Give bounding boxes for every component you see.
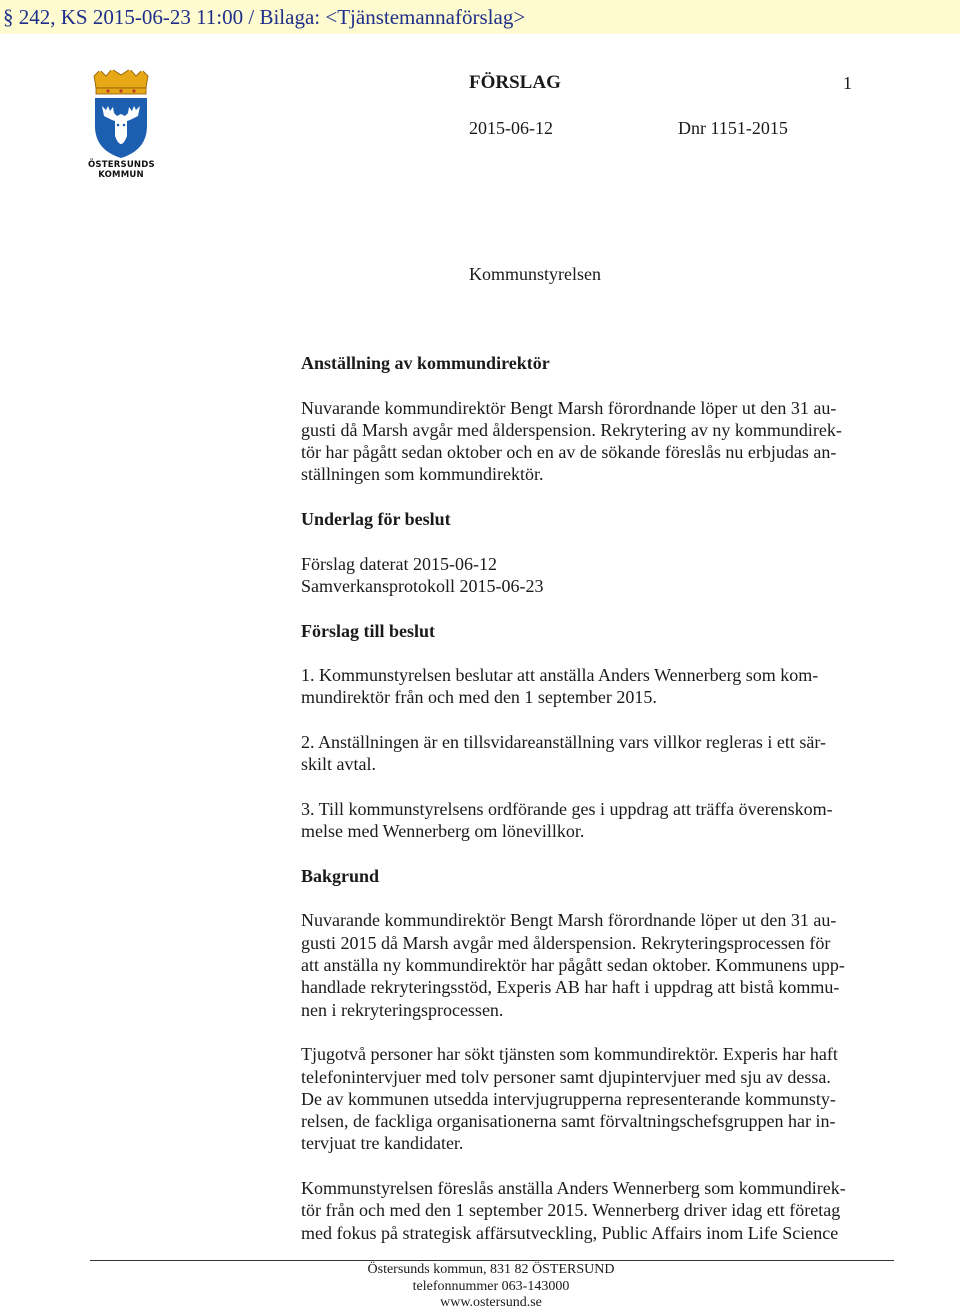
footer-phone: telefonnummer 063-143000 xyxy=(412,1278,570,1294)
background-line: nen i rekryteringsprocessen. xyxy=(301,999,504,1020)
recipient: Kommunstyrelsen xyxy=(469,264,601,284)
registration-number: Dnr 1151-2015 xyxy=(678,118,788,138)
heading-background: Bakgrund xyxy=(301,865,380,886)
coat-of-arms-icon xyxy=(88,66,154,160)
basis-item: Förslag daterat 2015-06-12 xyxy=(301,553,497,574)
municipality-logo xyxy=(88,66,154,182)
proposal-item-1: mundirektör från och med den 1 september 2015. xyxy=(301,687,657,708)
proposal-item-3: melse med Wennerberg om lönevillkor. xyxy=(301,821,585,842)
annotation-banner xyxy=(0,0,960,34)
intro-line: Nuvarande kommundirektör Bengt Marsh förordnande löper ut den 31 au- xyxy=(301,397,837,418)
background-line: tör från och med den 1 september 2015. Wennerberg driver idag ett företag xyxy=(301,1200,841,1221)
proposal-item-1: 1. Kommunstyrelsen beslutar att anställa Anders Wennerberg som kom- xyxy=(301,665,819,686)
proposal-item-2: skilt avtal. xyxy=(301,754,376,775)
document-type: FÖRSLAG xyxy=(469,72,561,93)
background-line: De av kommunen utsedda intervjugrupperna representerande kommunsty- xyxy=(301,1088,836,1109)
page-footer xyxy=(0,1262,960,1312)
intro-line: ställningen som kommundirektör. xyxy=(301,464,544,485)
background-line: gusti 2015 då Marsh avgår med ålderspension. Rekryteringsprocessen för xyxy=(301,932,831,953)
basis-item: Samverkansprotokoll 2015-06-23 xyxy=(301,575,544,596)
document-date: 2015-06-12 xyxy=(469,118,553,138)
intro-line: tör har pågått sedan oktober och en av de sökande föreslås nu erbjudas an- xyxy=(301,442,837,463)
background-line: att anställa ny kommundirektör har pågått sedan oktober. Kommunens upp- xyxy=(301,955,845,976)
background-line: Nuvarande kommundirektör Bengt Marsh förordnande löper ut den 31 au- xyxy=(301,910,837,931)
heading-proposal: Förslag till beslut xyxy=(301,620,435,641)
intro-line: gusti då Marsh avgår med ålderspension. Rekrytering av ny kommundirek- xyxy=(301,419,842,440)
document-body xyxy=(301,352,901,1244)
background-line: handlade rekryteringsstöd, Experis AB har haft i uppdrag att bistå kommu- xyxy=(301,977,840,998)
background-line: med fokus på strategisk affärsutveckling, Public Affairs inom Life Science xyxy=(301,1222,839,1243)
footer-address: Östersunds kommun, 831 82 ÖSTERSUND xyxy=(367,1262,615,1277)
proposal-item-3: 3. Till kommunstyrelsens ordförande ges i uppdrag att träffa överenskom- xyxy=(301,798,833,819)
background-line: telefonintervjuer med tolv personer samt djupintervjuer med sju av dessa. xyxy=(301,1066,831,1087)
heading-appointment: Anställning av kommundirektör xyxy=(301,353,550,373)
heading-basis: Underlag för beslut xyxy=(301,509,451,530)
background-line: relsen, de fackliga organisationerna samt förvaltningschefsgruppen har in- xyxy=(301,1111,836,1132)
page-number: 1 xyxy=(843,73,852,93)
banner-text: § 242, KS 2015-06-23 11:00 / Bilaga: <Tjänstemannaförslag> xyxy=(3,5,526,29)
background-line: Kommunstyrelsen föreslås anställa Anders Wennerberg som kommundirek- xyxy=(301,1177,846,1198)
logo-wordmark: ÖSTERSUNDS KOMMUN xyxy=(88,160,155,180)
background-line: tervjuat tre kandidater. xyxy=(301,1133,464,1154)
proposal-item-2: 2. Anställningen är en tillsvidareanställning vars villkor regleras i ett sär- xyxy=(301,732,826,753)
footer-divider xyxy=(90,1260,894,1261)
footer-website[interactable]: www.ostersund.se xyxy=(440,1295,542,1310)
background-line: Tjugotvå personer har sökt tjänsten som kommundirektör. Experis har haft xyxy=(301,1044,838,1065)
